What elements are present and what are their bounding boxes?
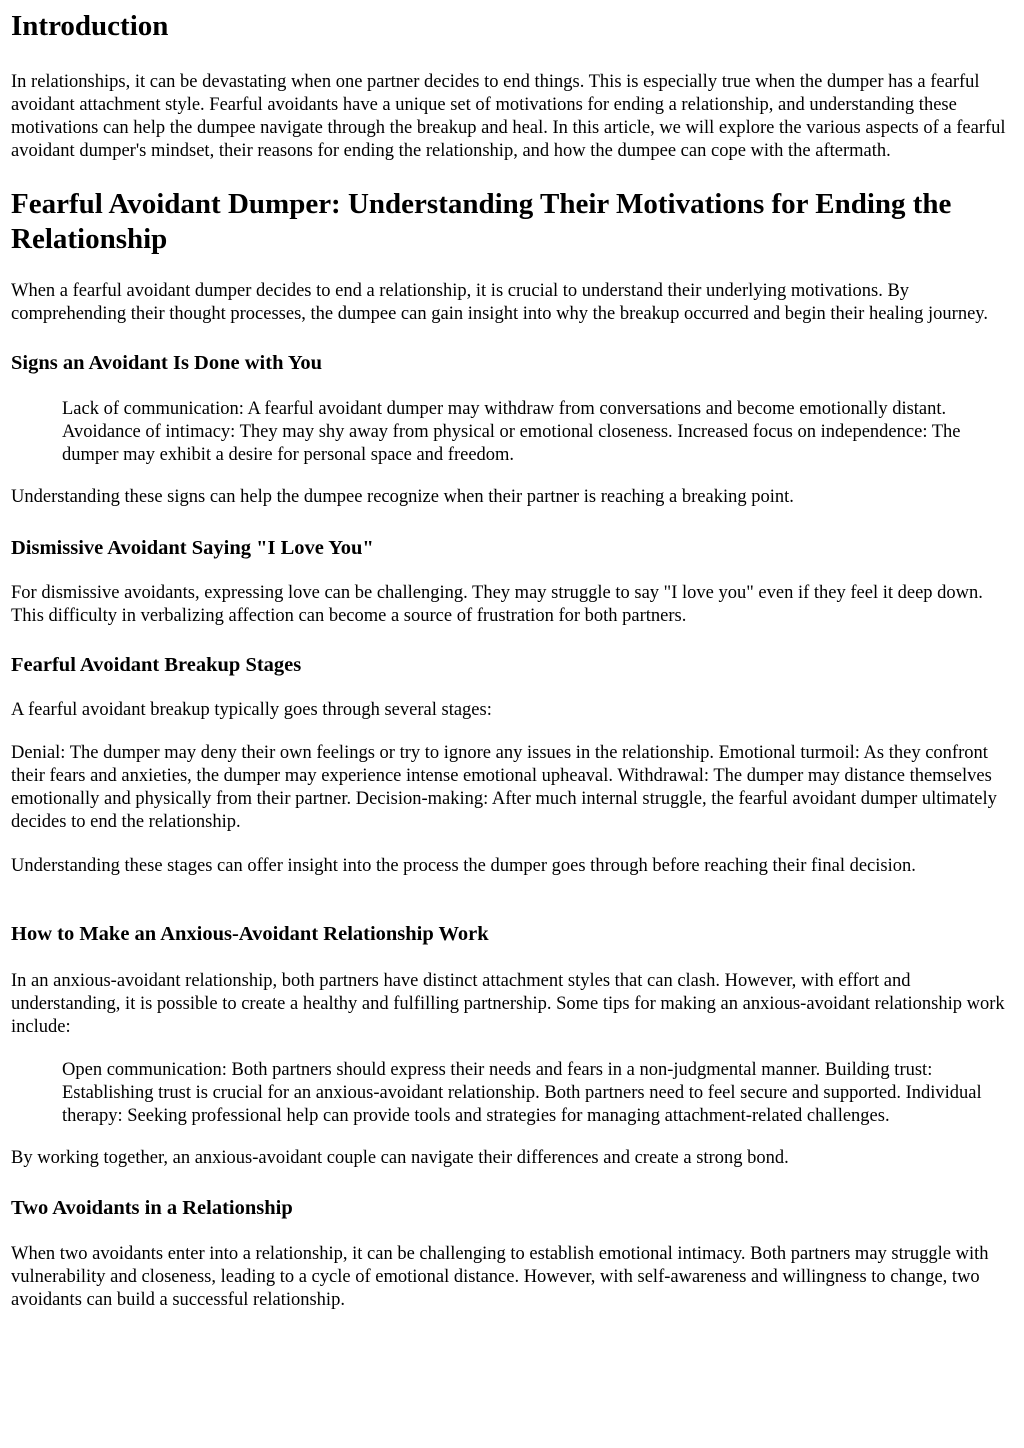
- signs-summary: Understanding these signs can help the dumpee recognize when their partner is reaching a breaking point.: [11, 487, 794, 507]
- breakup-stages-heading: Fearful Avoidant Breakup Stages: [11, 654, 302, 676]
- main-section-heading: Fearful Avoidant Dumper: Understanding Their Motivations for Ending the Relationship: [11, 188, 952, 255]
- anxious-avoidant-tips-blockquote: Open communication: Both partners should express their needs and fears in a non-judgmental manner. Building trust: Establishing trust is crucial for an anxious-avoidant relationship. Both partners need to feel secure and supported. Individual therapy: Seeking professional help can provide tools and strategies for managing attachment-related challenges.: [62, 1060, 982, 1126]
- breakup-stages-intro: A fearful avoidant breakup typically goes through several stages:: [11, 700, 492, 720]
- anxious-avoidant-heading: How to Make an Anxious-Avoidant Relationship Work: [11, 923, 489, 945]
- dismissive-paragraph: For dismissive avoidants, expressing love can be challenging. They may struggle to say "I love you" even if they feel it deep down. This difficulty in verbalizing affection can become a source of frustration for both partners.: [11, 583, 983, 626]
- signs-blockquote: Lack of communication: A fearful avoidant dumper may withdraw from conversations and become emotionally distant. Avoidance of intimacy: They may shy away from physical or emotional closeness. Increased focus on independence: The dumper may exhibit a desire for personal space and freedom.: [62, 399, 961, 465]
- signs-heading: Signs an Avoidant Is Done with You: [11, 352, 323, 374]
- breakup-stages-list: Denial: The dumper may deny their own feelings or try to ignore any issues in the relationship. Emotional turmoil: As they confront their fears and anxieties, the dumper may experience intense emotional upheaval. Withdrawal: The dumper may distance themselves emotionally and physically from their partner. Decision-making: After much internal struggle, the fearful avoidant dumper ultimately decides to end the relationship.: [11, 743, 997, 832]
- dismissive-heading: Dismissive Avoidant Saying "I Love You": [11, 537, 374, 559]
- breakup-stages-summary: Understanding these stages can offer insight into the process the dumper goes through before reaching their final decision.: [11, 856, 916, 876]
- introduction-paragraph: In relationships, it can be devastating when one partner decides to end things. This is especially true when the dumper has a fearful avoidant attachment style. Fearful avoidants have a unique set of motivations for ending a relationship, and understanding these motivations can help the dumpee navigate through the breakup and heal. In this article, we will explore the various aspects of a fearful avoidant dumper's mindset, their reasons for ending the relationship, and how the dumpee can cope with the aftermath.: [11, 72, 1006, 161]
- anxious-avoidant-summary: By working together, an anxious-avoidant couple can navigate their differences and create a strong bond.: [11, 1148, 789, 1168]
- introduction-heading: Introduction: [11, 10, 169, 42]
- two-avoidants-paragraph: When two avoidants enter into a relationship, it can be challenging to establish emotional intimacy. Both partners may struggle with vulnerability and closeness, leading to a cycle of emotional distance. However, with self-awareness and willingness to change, two avoidants can build a successful relationship.: [11, 1244, 989, 1310]
- anxious-avoidant-paragraph: In an anxious-avoidant relationship, both partners have distinct attachment styles that can clash. However, with effort and understanding, it is possible to create a healthy and fulfilling partnership. Some tips for making an anxious-avoidant relationship work include:: [11, 971, 1005, 1037]
- two-avoidants-heading: Two Avoidants in a Relationship: [11, 1197, 293, 1219]
- main-section-paragraph: When a fearful avoidant dumper decides to end a relationship, it is crucial to understand their underlying motivations. By comprehending their thought processes, the dumpee can gain insight into why the breakup occurred and begin their healing journey.: [11, 281, 988, 324]
